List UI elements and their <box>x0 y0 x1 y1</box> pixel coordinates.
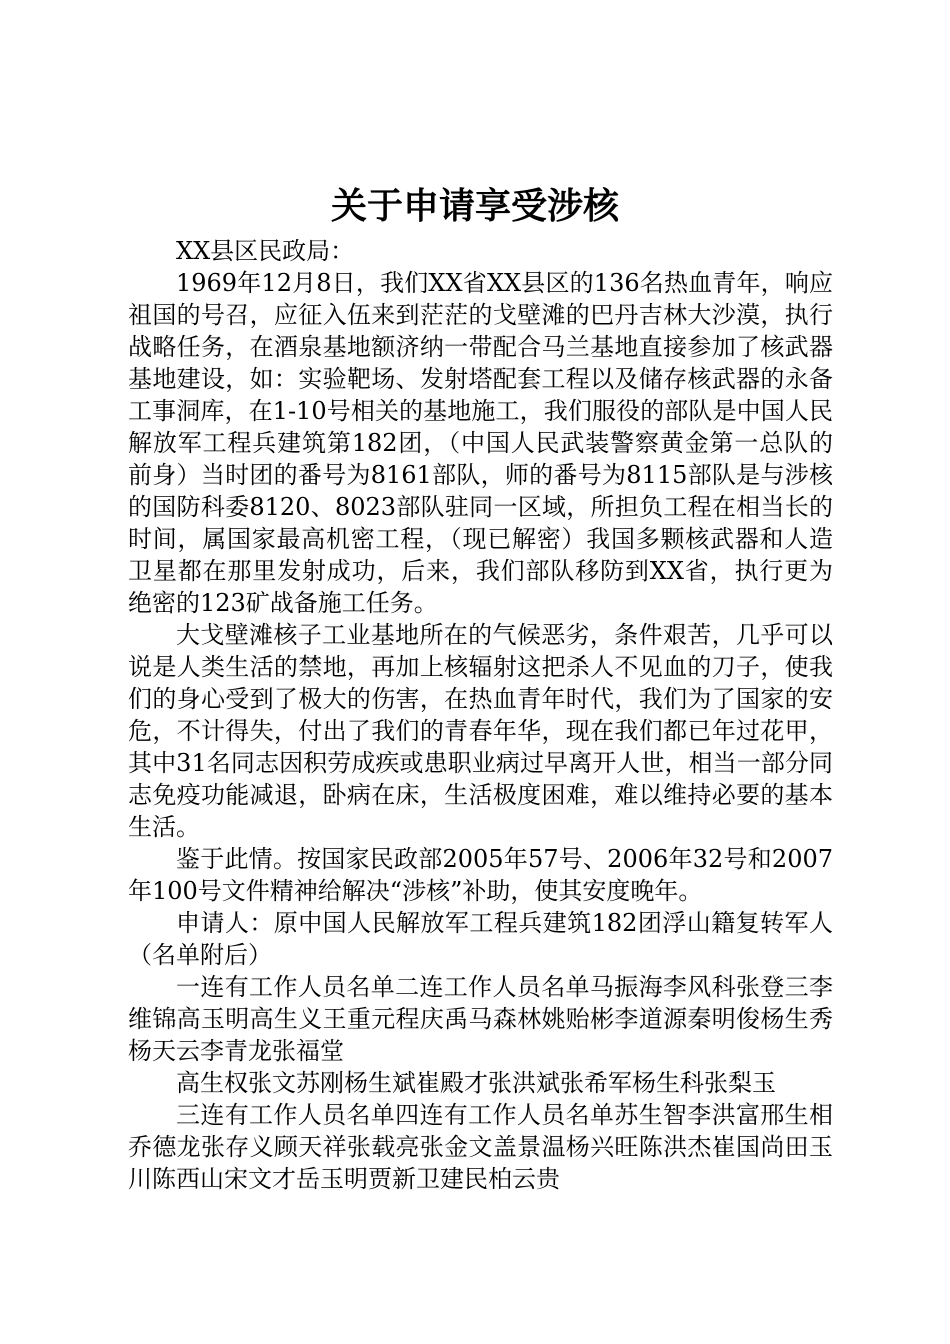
document-title: 关于申请享受涉核 <box>330 186 619 227</box>
paragraph-hardship: 大戈壁滩核子工业基地所在的气候恶劣，条件艰苦，几乎可以说是人类生活的禁地，再加上核辐射这把杀人不见血的刀子，使我们的身心受到了极大的伤害，在热血青年时代，我们为了国家的安危，不计得失，付出了我们的青春年华，现在我们都已年过花甲，其中31名同志因积劳成疾或患职业病过早离开人世，相当一部分同志免疫功能减退，卧病在床，生活极度困难，难以维持必要的基本生活。 <box>128 621 833 841</box>
paragraph-roster-3-4: 三连有工作人员名单四连有工作人员名单苏生智李洪富邢生相乔德龙张存义顾天祥张载亮张金文盖景温杨兴旺陈洪杰崔国尚田玉川陈西山宋文才岳玉明贾新卫建民柏云贵 <box>128 1101 833 1193</box>
paragraph-roster-extra: 高生权张文苏刚杨生斌崔殿才张洪斌张希军杨生科张梨玉 <box>176 1069 776 1097</box>
paragraph-roster-1-2: 一连有工作人员名单二连工作人员名单马振海李风科张登三李维锦高玉明高生义王重元程庆禹马森林姚贻彬李道源秦明俊杨生秀杨天云李青龙张福堂 <box>128 973 833 1065</box>
salutation: XX县区民政局： <box>176 237 355 265</box>
paragraph-background: 1969年12月8日，我们XX省XX县区的136名热血青年，响应祖国的号召，应征入伍来到茫茫的戈壁滩的巴丹吉林大沙漠，执行战略任务，在酒泉基地额济纳一带配合马兰基地直接参加了核武器基地建设，如：实验靶场、发射塔配套工程以及储存核武器的永备工事洞库，在1-10号相关的基地施工，我们服役的部队是中国人民解放军工程兵建筑第182团，（中国人民武装警察黄金第一总队的前身）当时团的番号为8161部队，师的番号为8115部队是与涉核的国防科委8120、8023部队驻同一区域，所担负工程在相当长的时间，属国家最高机密工程，（现已解密）我国多颗核武器和人造卫星都在那里发射成功，后来，我们部队移防到XX省，执行更为绝密的123矿战备施工任务。 <box>128 269 833 617</box>
document-body <box>128 235 833 1195</box>
paragraph-request: 鉴于此情。按国家民政部2005年57号、2006年32号和2007年100号文件精神给解决“涉核”补助，使其安度晚年。 <box>128 845 833 905</box>
paragraph-applicant: 申请人：原中国人民解放军工程兵建筑182团浮山籍复转军人（名单附后） <box>128 909 833 969</box>
